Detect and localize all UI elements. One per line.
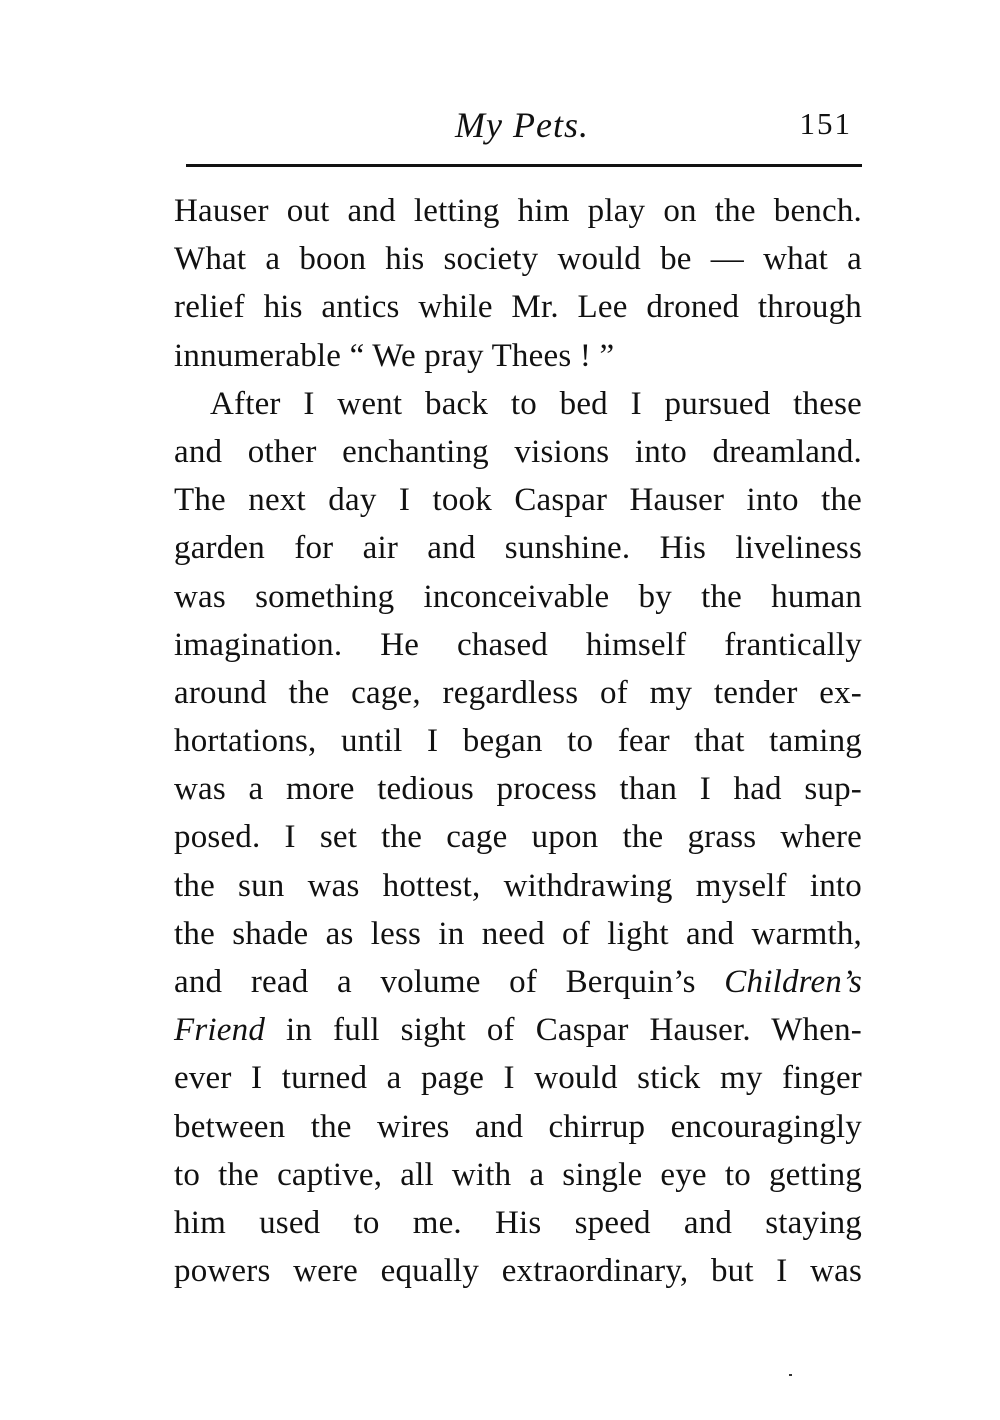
text-line: What a boon his society would be — what a — [174, 241, 862, 278]
print-speck — [789, 1374, 792, 1376]
text-line: the shade as less in need of light and warmth, — [174, 915, 862, 952]
text-line: Friend in full sight of Caspar Hauser. When- — [174, 1012, 862, 1049]
body-text — [174, 187, 862, 1295]
text-line: innumerable “ We pray Thees ! ” — [174, 337, 615, 374]
text-line: powers were equally extraordinary, but I was — [174, 1253, 862, 1290]
text-line: between the wires and chirrup encouragingly — [174, 1108, 862, 1145]
text-line: imagination. He chased himself frantically — [174, 626, 862, 663]
text-line: was a more tedious process than I had sup- — [174, 771, 862, 808]
text-line: to the captive, all with a single eye to getting — [174, 1156, 862, 1193]
text-line: After I went back to bed I pursued these — [210, 385, 862, 422]
text-line: Hauser out and letting him play on the bench. — [174, 193, 862, 229]
text-line: the sun was hottest, withdrawing myself into — [174, 867, 862, 904]
text-line: posed. I set the cage upon the grass where — [174, 819, 862, 856]
text-line: hortations, until I began to fear that taming — [174, 723, 862, 760]
running-head — [184, 104, 860, 156]
text-line: was something inconceivable by the human — [174, 578, 862, 615]
text-line: and other enchanting visions into dreamland. — [174, 433, 862, 470]
text-line: ever I turned a page I would stick my finger — [174, 1060, 862, 1097]
text-line: The next day I took Caspar Hauser into the — [174, 482, 862, 519]
text-line: garden for air and sunshine. His liveliness — [174, 530, 862, 567]
italic-title-fragment: Friend — [174, 1012, 266, 1049]
italic-title-fragment: Children’s — [724, 964, 862, 1000]
page-number: 151 — [799, 106, 852, 141]
text-line: and read a volume of Berquin’s Children’s — [174, 964, 862, 1000]
text-line: around the cage, regardless of my tender ex- — [174, 674, 862, 711]
text-line: him used to me. His speed and staying — [174, 1204, 862, 1241]
header-rule — [186, 164, 862, 167]
running-title: My Pets. — [455, 105, 589, 145]
text-line: relief his antics while Mr. Lee droned through — [174, 289, 862, 326]
